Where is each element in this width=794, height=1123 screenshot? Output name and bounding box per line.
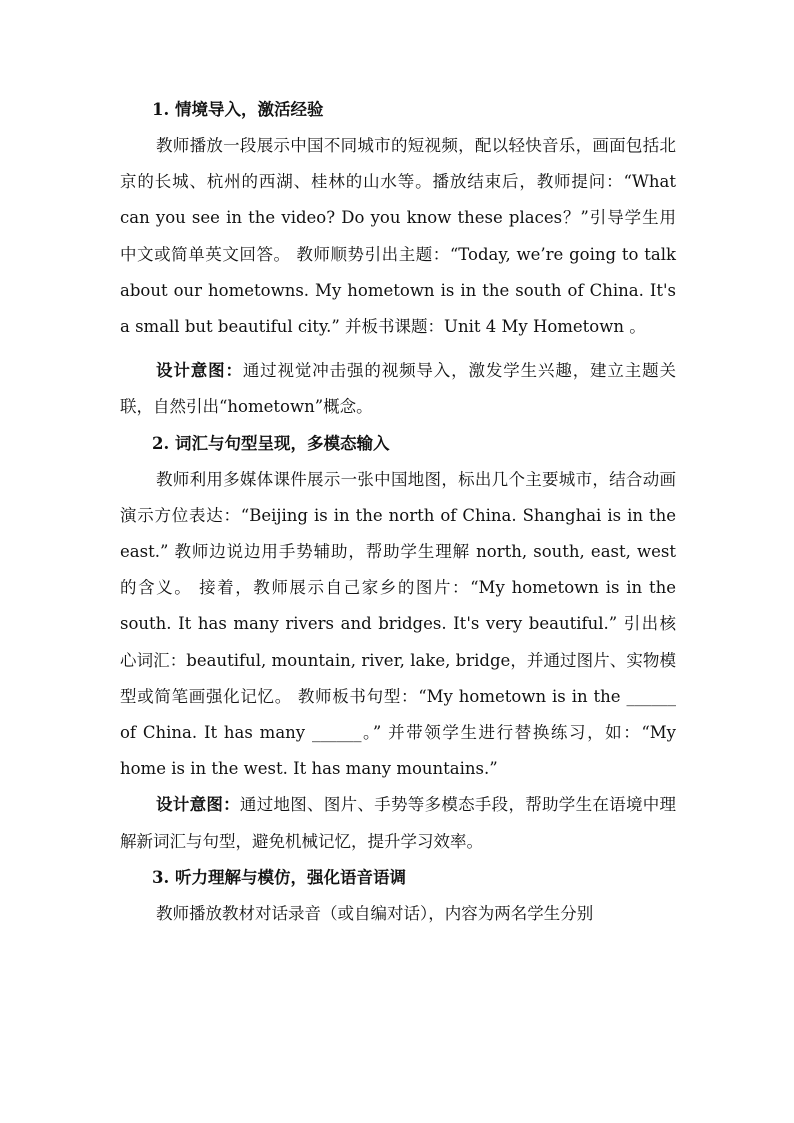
section-1-heading: 1. 情境导入，激活经验 xyxy=(152,100,324,119)
section-3-body: 教师播放教材对话录音（或自编对话），内容为两名学生分别 xyxy=(156,903,594,923)
intent-label: 设计意图： xyxy=(156,795,240,815)
spacer xyxy=(120,345,676,353)
section-1-body: 教师播放一段展示中国不同城市的短视频，配以轻快音乐，画面包括北京的长城、杭州的西湖、桂林的山水等。播放结束后，教师提问：“What can you see in the video? Do you know these places？”引导学生用中文或简单英文回答。 教师顺势引出主题：“Today, we’re going to talk about our hometowns. My hometown is in the south of China. It's a small but beautiful city.” 并板书课题：Unit 4 My Hometown 。 xyxy=(120,136,676,337)
intent-text: 通过视觉冲击强的视频导入，激发学生兴趣，建立主题关联，自然引出“hometown”概念。 xyxy=(120,361,677,417)
section-3-heading: 3. 听力理解与模仿，强化语音语调 xyxy=(152,867,406,887)
section-2-intent xyxy=(120,787,676,859)
section-1-intent xyxy=(120,353,676,425)
document-content xyxy=(120,92,676,932)
section-2-heading: 2. 词汇与句型呈现，多模态输入 xyxy=(152,433,390,453)
intent-text: 通过地图、图片、手势等多模态手段，帮助学生在语境中理解新词汇与句型，避免机械记忆，提升学习效率。 xyxy=(120,795,677,851)
section-2-body: 教师利用多媒体课件展示一张中国地图，标出几个主要城市，结合动画演示方位表达：“Beijing is in the north of China. Shanghai is in the east.” 教师边说边用手势辅助，帮助学生理解 north, south, east, west 的含义。 接着，教师展示自己家乡的图片：“My hometown is in the south. It has many rivers and bridges. It's very beautiful.” 引出核心词汇：beautiful, mountain, river, lake, bridge，并通过图片、实物模型或简笔画强化记忆。 教师板书句型：“My hometown is in the ______ of China. It has many ______。” 并带领学生进行替换练习，如：“My home is in the west. It has many mountains.” xyxy=(120,469,676,779)
intent-label: 设计意图： xyxy=(156,361,243,381)
